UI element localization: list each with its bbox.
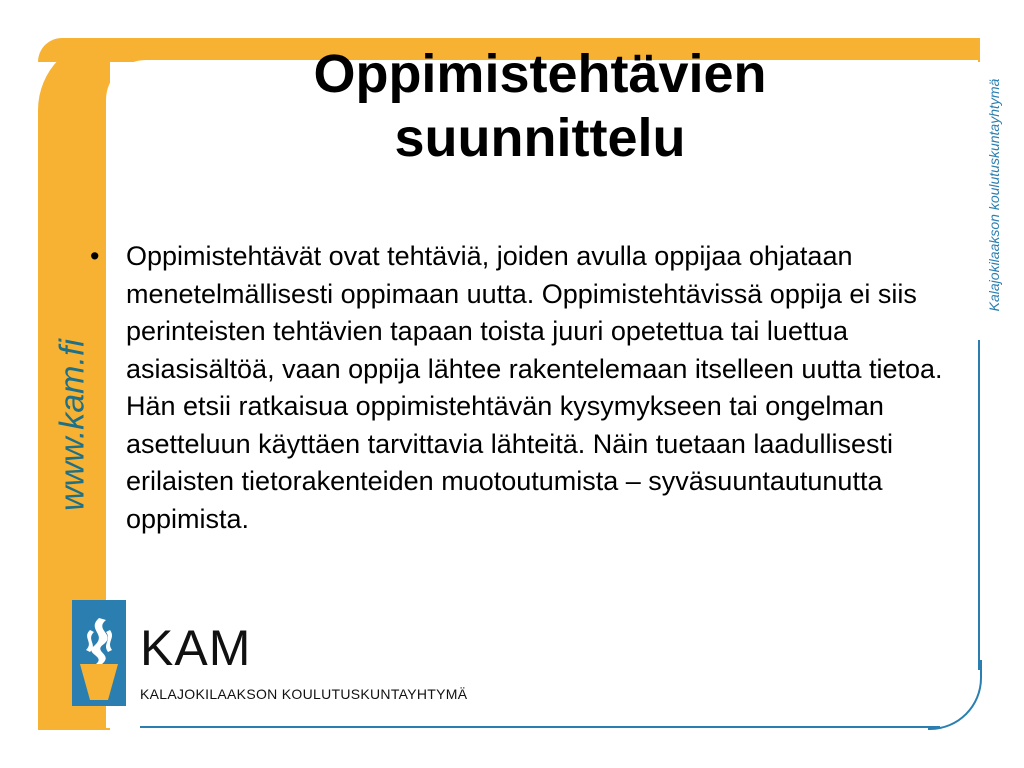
bullet-list	[88, 238, 988, 538]
bullet-icon: •	[90, 241, 100, 271]
bullet-item	[88, 238, 988, 538]
title-line-1: Oppimistehtävien	[313, 44, 767, 104]
website-url: www.kam.fi	[53, 339, 92, 511]
bottom-border-line	[140, 726, 940, 728]
logo-subtitle: KALAJOKILAAKSON KOULUTUSKUNTAYHTYMÄ	[140, 686, 468, 702]
slide-title	[160, 42, 920, 170]
title-line-2: suunnittelu	[394, 108, 686, 168]
bullet-text: Oppimistehtävät ovat tehtäviä, joiden avulla oppijaa ohjataan menetelmällisesti oppimaan uutta. Oppimistehtävissä oppija ei siis perinteisten tehtävien tapaan toista juuri opetettua tai luettua asiasisältöä, vaan oppija lähtee rakentelemaan itselleen uutta tietoa. Hän etsii ratkaisua oppimistehtävän kysymykseen tai ongelman asetteluun käyttäen tarvittavia lähteitä. Näin tuetaan laadullisesti erilaisten tietorakenteiden muotoutumista – syväsuuntautunutta oppimista.	[126, 241, 943, 534]
flame-icon	[72, 600, 126, 706]
organization-side-label: Kalajokilaakson koulutuskuntayhtymä	[986, 78, 1002, 312]
logo-wordmark: KAM	[140, 620, 252, 676]
